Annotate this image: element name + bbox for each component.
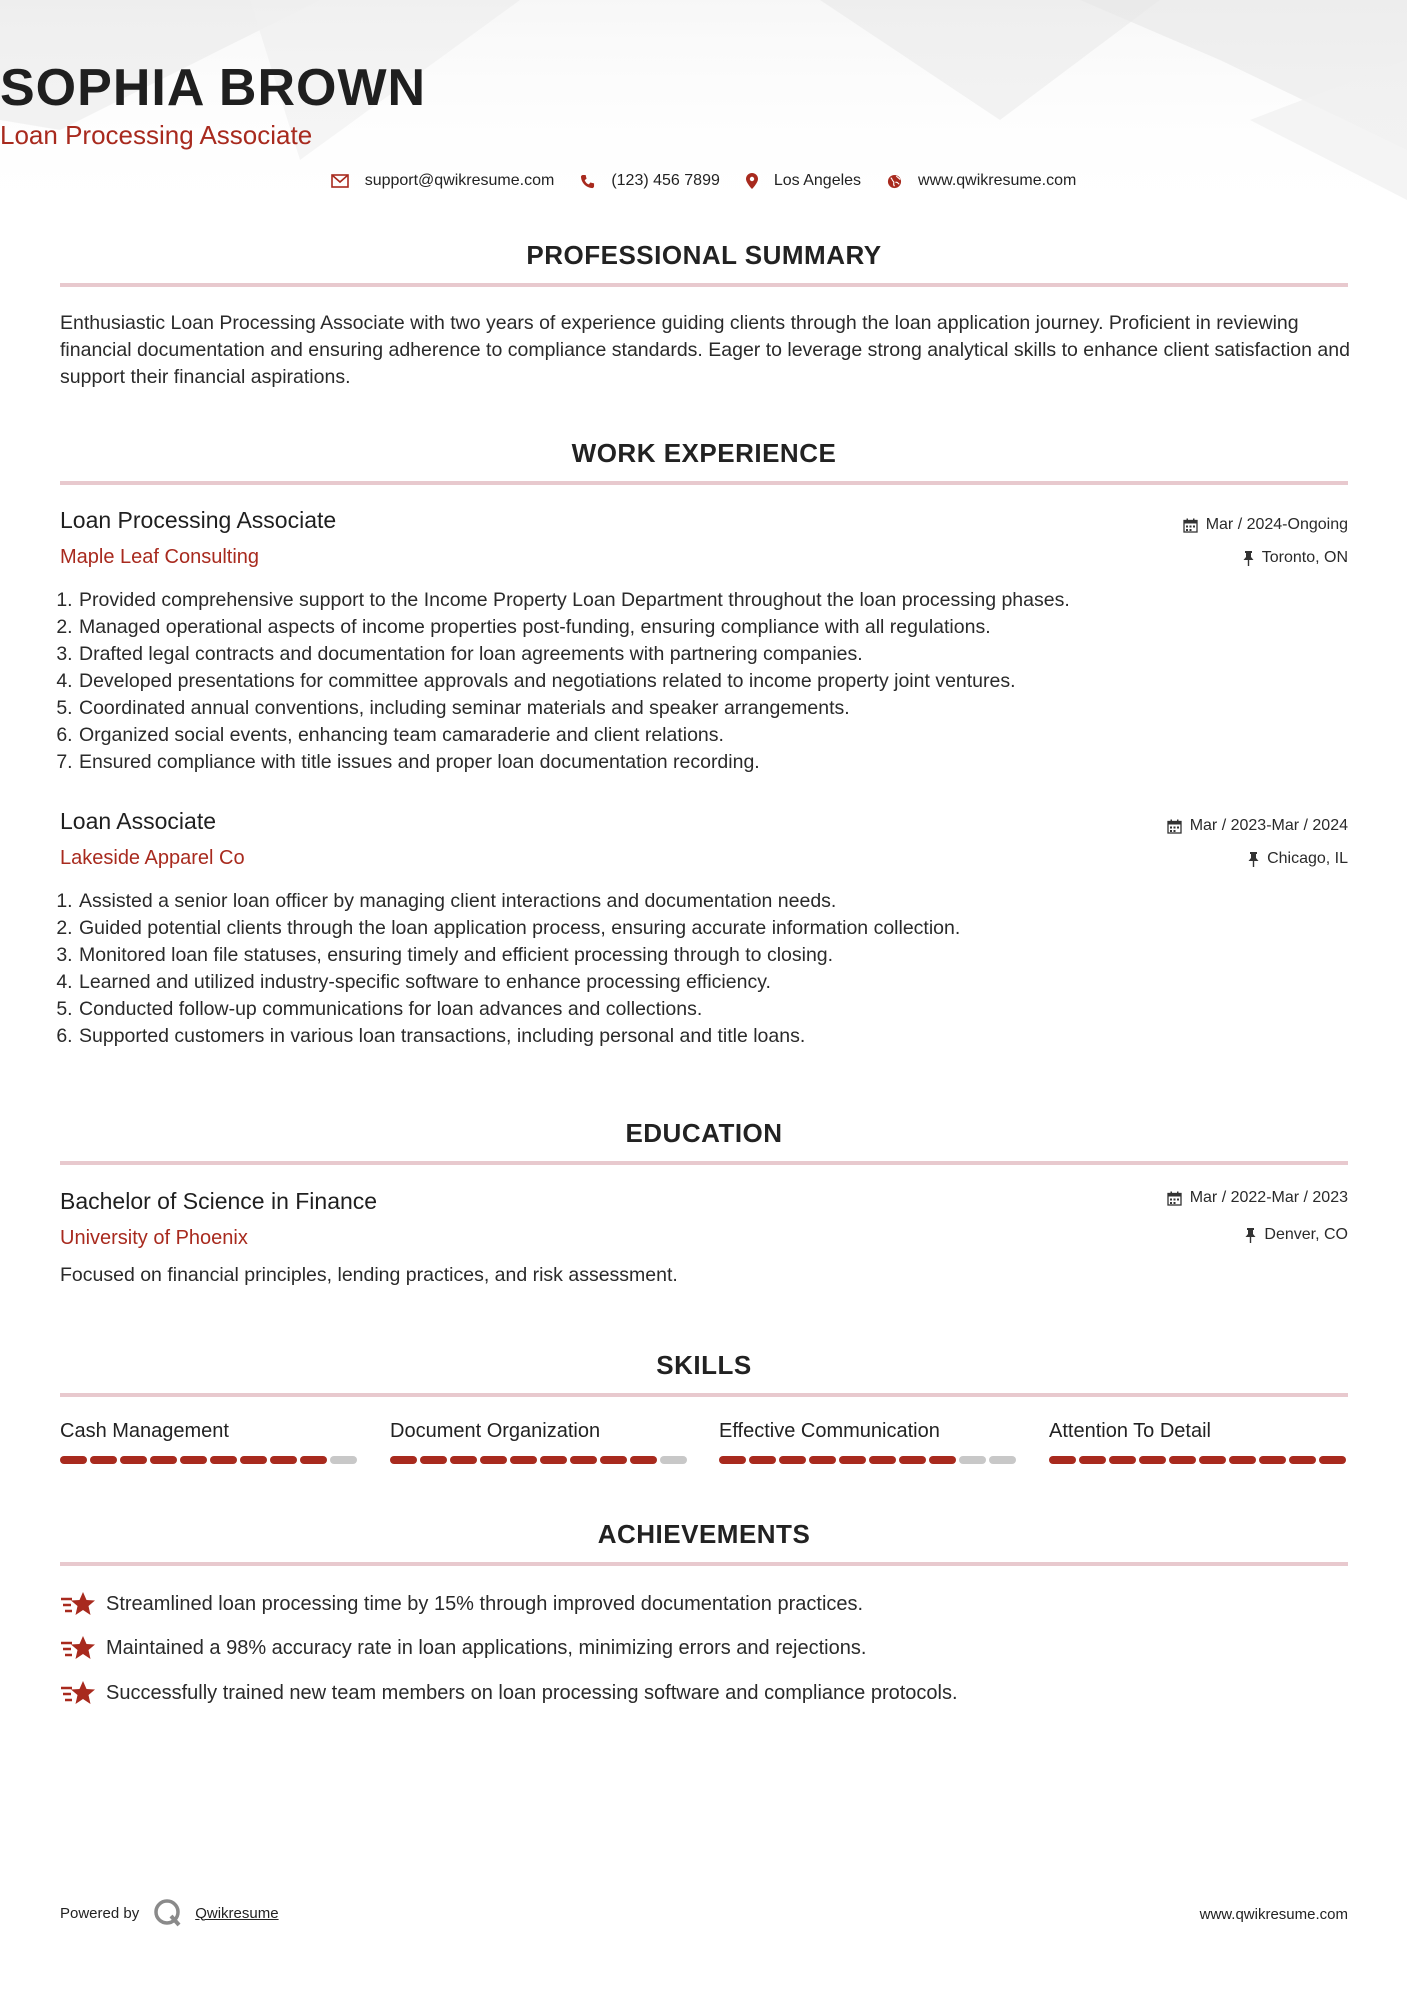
summary-divider bbox=[60, 283, 1348, 287]
skill-level-segment-filled bbox=[90, 1456, 117, 1464]
skill-level-segment-filled bbox=[929, 1456, 956, 1464]
skill-item bbox=[1049, 1420, 1349, 1464]
skill-level-bar bbox=[719, 1456, 1019, 1464]
skill-level-segment-filled bbox=[1229, 1456, 1256, 1464]
skill-level-bar bbox=[390, 1456, 690, 1464]
skill-level-segment-filled bbox=[300, 1456, 327, 1464]
skill-level-segment-filled bbox=[1049, 1456, 1076, 1464]
footer-website[interactable]: www.qwikresume.com bbox=[1199, 1906, 1348, 1923]
star-icon bbox=[60, 1634, 96, 1662]
skill-name: Attention To Detail bbox=[1049, 1420, 1211, 1442]
skill-level-segment-filled bbox=[1319, 1456, 1346, 1464]
contact-bar bbox=[0, 172, 1407, 190]
list-item: 3. Monitored loan file statuses, ensuring timely and efficient processing through to closing. bbox=[78, 942, 1368, 969]
summary-heading: PROFESSIONAL SUMMARY bbox=[526, 240, 882, 270]
skill-name: Cash Management bbox=[60, 1420, 229, 1442]
skill-level-segment-filled bbox=[120, 1456, 147, 1464]
job-location-text: Toronto, ON bbox=[1261, 549, 1348, 566]
job-title: Loan Processing Associate bbox=[60, 507, 337, 533]
contact-email[interactable] bbox=[331, 172, 555, 190]
contact-phone[interactable] bbox=[580, 172, 720, 190]
skill-level-segment-filled bbox=[1199, 1456, 1226, 1464]
skill-level-segment-filled bbox=[749, 1456, 776, 1464]
skill-level-segment-filled bbox=[1109, 1456, 1136, 1464]
skills-heading: SKILLS bbox=[656, 1350, 752, 1380]
skill-level-segment-filled bbox=[1259, 1456, 1286, 1464]
skill-level-bar bbox=[1049, 1456, 1349, 1464]
list-item: 5. Conducted follow-up communications for loan advances and collections. bbox=[78, 996, 1368, 1023]
qwikresume-logo-icon bbox=[153, 1898, 183, 1928]
list-item: 4. Developed presentations for committee approvals and negotiations related to income property joint ventures. bbox=[78, 668, 1368, 695]
skill-level-segment-filled bbox=[719, 1456, 746, 1464]
experience-heading: WORK EXPERIENCE bbox=[571, 438, 837, 468]
achievements-heading: ACHIEVEMENTS bbox=[597, 1519, 811, 1549]
skill-item bbox=[390, 1420, 690, 1464]
achievement-text: Maintained a 98% accuracy rate in loan applications, minimizing errors and rejections. bbox=[106, 1636, 867, 1659]
achievement-item bbox=[60, 1679, 958, 1707]
job-dates-text: Mar / 2023-Mar / 2024 bbox=[1189, 817, 1348, 834]
skill-level-segment-filled bbox=[1079, 1456, 1106, 1464]
skill-level-segment-filled bbox=[60, 1456, 87, 1464]
skill-level-segment-filled bbox=[480, 1456, 507, 1464]
education-description: Focused on financial principles, lending practices, and risk assessment. bbox=[60, 1264, 678, 1286]
skills-divider bbox=[60, 1393, 1348, 1397]
skill-level-segment-filled bbox=[1289, 1456, 1316, 1464]
skill-level-segment-filled bbox=[809, 1456, 836, 1464]
skill-level-segment-filled bbox=[899, 1456, 926, 1464]
education-dates bbox=[1167, 1189, 1348, 1207]
list-item: 2. Managed operational aspects of income properties post-funding, ensuring compliance with all regulations. bbox=[78, 614, 1368, 641]
skill-level-segment-filled bbox=[450, 1456, 477, 1464]
skill-item bbox=[719, 1420, 1019, 1464]
experience-divider bbox=[60, 481, 1348, 485]
achievement-text: Streamlined loan processing time by 15% through improved documentation practices. bbox=[106, 1592, 864, 1615]
contact-website[interactable] bbox=[887, 172, 1076, 190]
list-item: 1. Provided comprehensive support to the Income Property Loan Department throughout the loan processing phases. bbox=[78, 587, 1368, 614]
contact-location bbox=[746, 172, 861, 190]
achievements-divider bbox=[60, 1562, 1348, 1566]
summary-text: Enthusiastic Loan Processing Associate with two years of experience guiding clients through the loan application journey. Proficient in reviewing financial documentation and ensuring adherence to compliance standards. Eager to leverage strong analytical skills to enhance client satisfaction and support their financial aspirations. bbox=[60, 312, 1350, 388]
achievement-item bbox=[60, 1634, 866, 1662]
list-item: 3. Drafted legal contracts and documentation for loan agreements with partnering companies. bbox=[78, 641, 1368, 668]
job-location-text: Chicago, IL bbox=[1267, 850, 1348, 867]
job-location bbox=[1243, 549, 1348, 567]
job-dates bbox=[1183, 516, 1348, 534]
contact-website-text: www.qwikresume.com bbox=[918, 172, 1077, 189]
powered-by-label: Powered by bbox=[60, 1904, 140, 1922]
candidate-name: SOPHIA BROWN bbox=[0, 59, 427, 117]
skill-level-segment-filled bbox=[240, 1456, 267, 1464]
globe-icon bbox=[887, 174, 902, 189]
pushpin-icon bbox=[1245, 1228, 1256, 1243]
education-heading: EDUCATION bbox=[625, 1118, 783, 1148]
list-item: 4. Learned and utilized industry-specific software to enhance processing efficiency. bbox=[78, 969, 1368, 996]
star-icon bbox=[60, 1679, 96, 1707]
job-responsibilities bbox=[60, 587, 1368, 776]
education-degree: Bachelor of Science in Finance bbox=[60, 1188, 378, 1214]
skill-item bbox=[60, 1420, 360, 1464]
candidate-role: Loan Processing Associate bbox=[0, 120, 313, 150]
list-item: 6. Supported customers in various loan transactions, including personal and title loans. bbox=[78, 1023, 1368, 1050]
list-item: 7. Ensured compliance with title issues and proper loan documentation recording. bbox=[78, 749, 1368, 776]
skill-level-segment-empty bbox=[330, 1456, 357, 1464]
contact-phone-text: (123) 456 7899 bbox=[611, 172, 720, 189]
achievement-item bbox=[60, 1590, 863, 1618]
star-icon bbox=[60, 1590, 96, 1618]
skill-level-segment-filled bbox=[779, 1456, 806, 1464]
contact-location-text: Los Angeles bbox=[773, 172, 862, 189]
pushpin-icon bbox=[1243, 551, 1254, 566]
achievement-text: Successfully trained new team members on loan processing software and compliance protocols. bbox=[106, 1681, 958, 1704]
education-location bbox=[1245, 1226, 1348, 1244]
skill-level-segment-filled bbox=[150, 1456, 177, 1464]
list-item: 2. Guided potential clients through the loan application process, ensuring accurate information collection. bbox=[78, 915, 1368, 942]
job-location bbox=[1248, 850, 1348, 868]
skill-level-segment-empty bbox=[959, 1456, 986, 1464]
list-item: 1. Assisted a senior loan officer by managing client interactions and documentation needs. bbox=[78, 888, 1368, 915]
skill-level-segment-filled bbox=[540, 1456, 567, 1464]
skill-level-segment-filled bbox=[510, 1456, 537, 1464]
calendar-icon bbox=[1183, 518, 1198, 533]
skill-level-segment-filled bbox=[1169, 1456, 1196, 1464]
list-item: 5. Coordinated annual conventions, including seminar materials and speaker arrangements. bbox=[78, 695, 1368, 722]
job-company: Lakeside Apparel Co bbox=[60, 847, 245, 869]
phone-icon bbox=[580, 174, 595, 189]
skill-level-segment-filled bbox=[270, 1456, 297, 1464]
education-dates-text: Mar / 2022-Mar / 2023 bbox=[1189, 1189, 1348, 1206]
job-responsibilities bbox=[60, 888, 1368, 1050]
skill-level-segment-filled bbox=[839, 1456, 866, 1464]
envelope-icon bbox=[331, 174, 349, 188]
job-dates bbox=[1167, 817, 1348, 835]
calendar-icon bbox=[1167, 819, 1182, 834]
list-item: 6. Organized social events, enhancing team camaraderie and client relations. bbox=[78, 722, 1368, 749]
education-school: University of Phoenix bbox=[60, 1227, 248, 1249]
skill-level-segment-filled bbox=[180, 1456, 207, 1464]
education-divider bbox=[60, 1161, 1348, 1165]
skill-level-segment-empty bbox=[989, 1456, 1016, 1464]
job-title: Loan Associate bbox=[60, 808, 217, 834]
skill-level-segment-filled bbox=[1139, 1456, 1166, 1464]
job-company: Maple Leaf Consulting bbox=[60, 546, 260, 568]
contact-email-text: support@qwikresume.com bbox=[364, 172, 555, 189]
education-location-text: Denver, CO bbox=[1264, 1226, 1348, 1243]
skill-name: Document Organization bbox=[390, 1420, 601, 1442]
skill-level-segment-filled bbox=[420, 1456, 447, 1464]
skill-name: Effective Communication bbox=[719, 1420, 940, 1442]
skill-level-bar bbox=[60, 1456, 360, 1464]
skill-level-segment-filled bbox=[869, 1456, 896, 1464]
pushpin-icon bbox=[1248, 852, 1259, 867]
skill-level-segment-filled bbox=[210, 1456, 237, 1464]
qwikresume-link[interactable]: Qwikresume bbox=[195, 1904, 279, 1922]
map-pin-icon bbox=[746, 173, 758, 189]
skill-level-segment-filled bbox=[570, 1456, 597, 1464]
skill-level-segment-filled bbox=[600, 1456, 627, 1464]
calendar-icon bbox=[1167, 1191, 1182, 1206]
skill-level-segment-empty bbox=[660, 1456, 687, 1464]
job-dates-text: Mar / 2024-Ongoing bbox=[1205, 516, 1348, 533]
skill-level-segment-filled bbox=[390, 1456, 417, 1464]
footer-powered-by bbox=[60, 1898, 279, 1928]
skill-level-segment-filled bbox=[630, 1456, 657, 1464]
